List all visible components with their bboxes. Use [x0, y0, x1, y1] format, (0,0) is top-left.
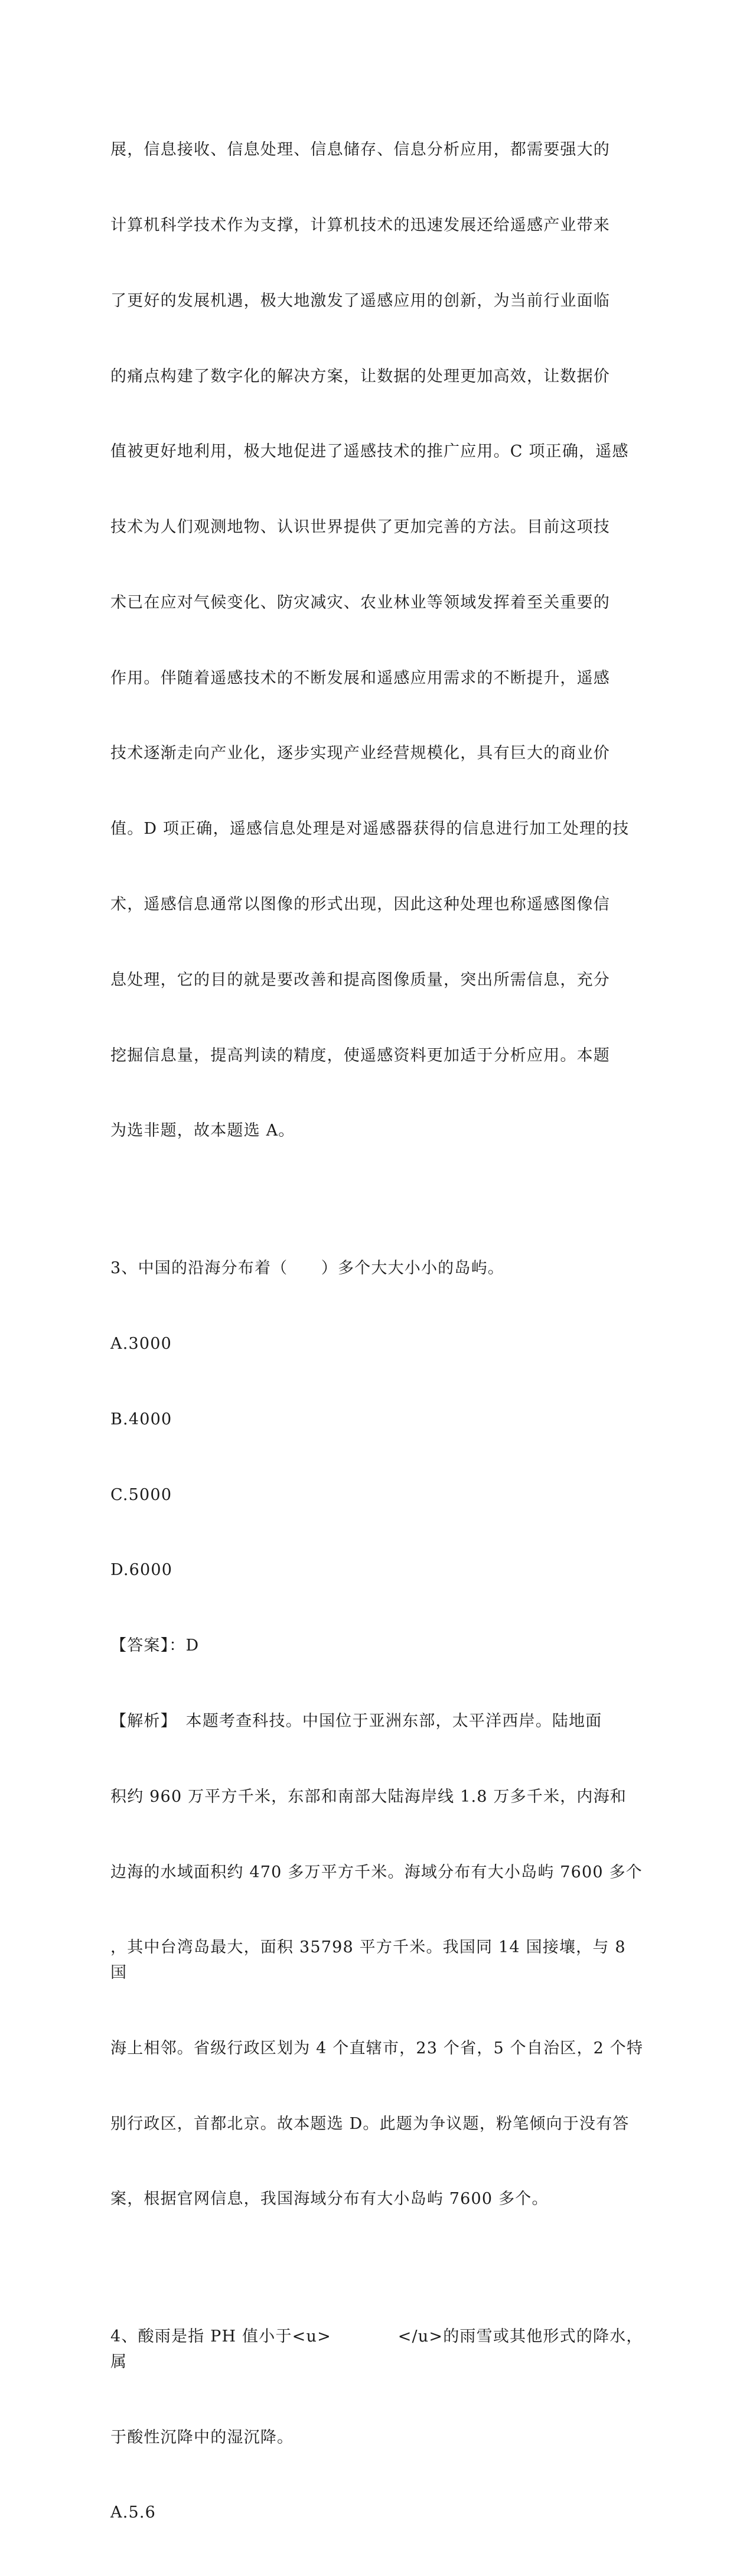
- option-c: C.5000: [110, 1485, 172, 1504]
- text-line: 值。D 项正确，遥感信息处理是对遥感器获得的信息进行加工处理的技: [110, 820, 630, 839]
- document-page: [110, 87, 645, 2576]
- text-line: 了更好的发展机遇，极大地激发了遥感应用的创新，为当前行业面临: [110, 291, 610, 310]
- question-stem: 3、中国的沿海分布着（ ）多个大大小小的岛屿。: [110, 1259, 504, 1278]
- text-line: 息处理，它的目的就是要改善和提高图像质量，突出所需信息，充分: [110, 970, 610, 989]
- text-line: 术，遥感信息通常以图像的形式出现，因此这种处理也称遥感图像信: [110, 895, 610, 914]
- text-line: 技术逐渐走向产业化，逐步实现产业经营规模化，具有巨大的商业价: [110, 744, 610, 763]
- text-line: 计算机科学技术作为支撑，计算机技术的迅速发展还给遥感产业带来: [110, 216, 610, 234]
- question-3: [110, 1206, 645, 2262]
- text-line: 值被更好地利用，极大地促进了遥感技术的推广应用。C 项正确，遥感: [110, 442, 629, 461]
- spacer: [110, 1194, 645, 1206]
- analysis-line: 海上相邻。省级行政区划为 4 个直辖市，23 个省，5 个自治区，2 个特: [110, 2039, 644, 2057]
- analysis-line: 案，根据官网信息，我国海域分布有大小岛屿 7600 多个。: [110, 2190, 549, 2209]
- text-line: 挖掘信息量，提高判读的精度，使遥感资料更加适于分析应用。本题: [110, 1046, 610, 1065]
- q2-explanation-text: [110, 87, 645, 1194]
- question-stem: 于酸性沉降中的湿沉降。: [110, 2428, 294, 2447]
- q3-text: [110, 1206, 645, 2262]
- analysis-line: ，其中台湾岛最大，面积 35798 平方千米。我国同 14 国接壤，与 8 国: [110, 1938, 632, 1982]
- text-line: 作用。伴随着遥感技术的不断发展和遥感应用需求的不断提升，遥感: [110, 669, 610, 687]
- option-b: B.4000: [110, 1410, 172, 1429]
- answer-label: 【答案】：D: [110, 1636, 200, 1655]
- text-line: 术已在应对气候变化、防灾减灾、农业林业等领域发挥着至关重要的: [110, 593, 610, 612]
- analysis-line: 【解析】 本题考查科技。中国位于亚洲东部，太平洋西岸。陆地面: [110, 1712, 602, 1730]
- analysis-line: 边海的水域面积约 470 多万平方千米。海域分布有大小岛屿 7600 多个: [110, 1863, 643, 1882]
- question-stem: 4、酸雨是指 PH 值小于<u> </u>的雨雪或其他形式的降水，属: [110, 2327, 643, 2371]
- text-line: 技术为人们观测地物、认识世界提供了更加完善的方法。目前这项技: [110, 518, 610, 537]
- question-4: [110, 2274, 645, 2576]
- text-line: 为选非题，故本题选 A。: [110, 1121, 295, 1140]
- spacer: [110, 2262, 645, 2274]
- q4-text: [110, 2274, 645, 2576]
- text-line: 展，信息接收、信息处理、信息储存、信息分析应用，都需要强大的: [110, 141, 610, 159]
- analysis-line: 积约 960 万平方千米，东部和南部大陆海岸线 1.8 万多千米，内海和: [110, 1787, 627, 1806]
- option-d: D.6000: [110, 1561, 173, 1580]
- option-a: A.5.6: [110, 2503, 157, 2522]
- option-a: A.3000: [110, 1335, 172, 1354]
- text-line: 的痛点构建了数字化的解决方案，让数据的处理更加高效，让数据价: [110, 367, 610, 386]
- q2-explanation: [110, 87, 645, 1194]
- analysis-line: 别行政区，首都北京。故本题选 D。此题为争议题，粉笔倾向于没有答: [110, 2114, 630, 2133]
